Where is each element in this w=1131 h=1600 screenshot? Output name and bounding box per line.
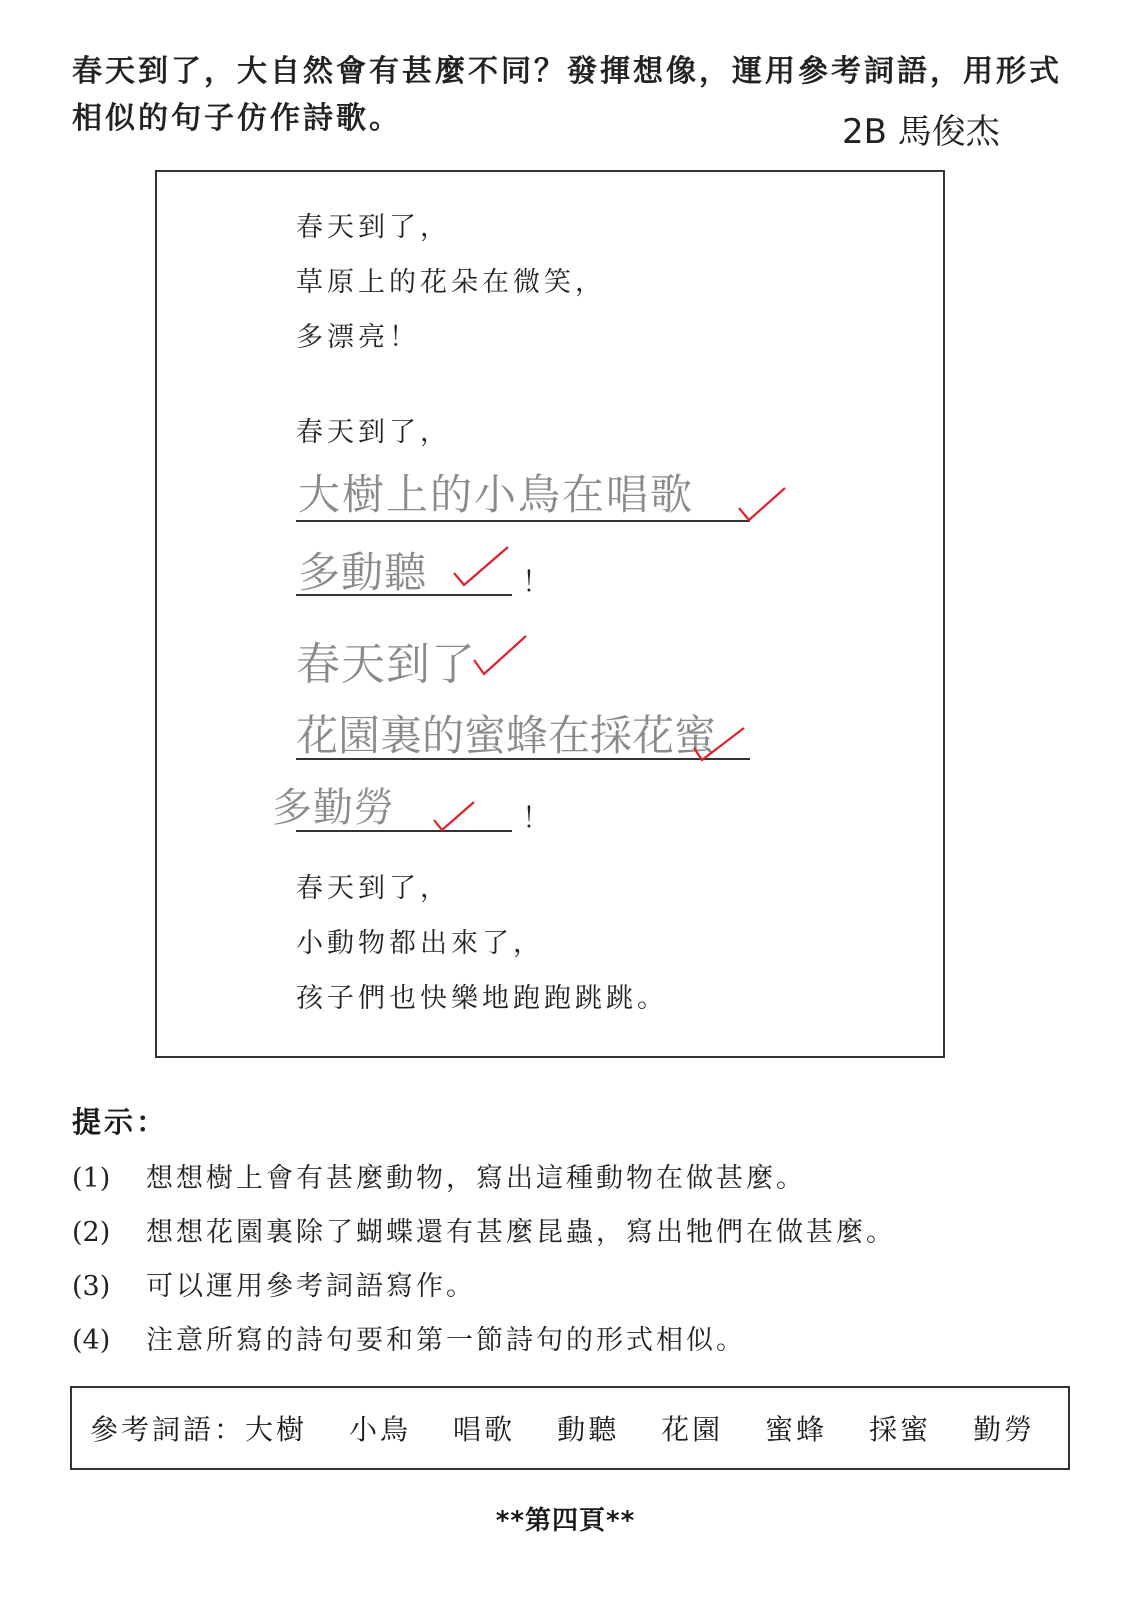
poem-line: 孩子們也快樂地跑跑跳跳。	[296, 983, 668, 1014]
reference-word: 大樹	[245, 1413, 308, 1446]
red-check-icon	[452, 543, 512, 593]
poem-line: 春天到了，	[296, 212, 451, 243]
reference-label: 參考詞語：	[90, 1413, 246, 1446]
poem-line: 春天到了，	[296, 873, 451, 904]
hint-number: (3)	[72, 1271, 111, 1302]
reference-word: 蜜蜂	[765, 1413, 828, 1446]
reference-word: 採蜜	[869, 1413, 932, 1446]
hint-number: (2)	[72, 1217, 111, 1248]
handwritten-line: 多動聽	[298, 548, 428, 597]
poem-line: 草原上的花朵在微笑，	[296, 267, 606, 298]
red-check-icon	[470, 632, 532, 682]
hint-item	[72, 1318, 746, 1357]
reference-word: 勤勞	[973, 1413, 1036, 1446]
answer-line	[296, 758, 750, 760]
hint-item	[72, 1156, 806, 1195]
handwritten-line: 春天到了	[296, 639, 476, 690]
hint-item	[72, 1264, 476, 1303]
reference-word: 唱歌	[453, 1413, 516, 1446]
poem-line: 小動物都出來了，	[296, 928, 544, 959]
handwritten-line: 花園裏的蜜蜂在採花蜜	[296, 711, 717, 760]
reference-words-box	[70, 1386, 1070, 1470]
reference-word: 動聽	[557, 1413, 620, 1446]
poem-box	[155, 170, 945, 1058]
student-name: 2B 馬俊杰	[842, 112, 1000, 152]
page-footer: **第四頁**	[495, 1506, 636, 1536]
poem-line: 春天到了，	[296, 417, 451, 448]
handwritten-line: 多勤勞	[272, 785, 395, 831]
red-check-icon	[690, 722, 750, 766]
handwritten-line: 大樹上的小鳥在唱歌	[298, 470, 695, 519]
hint-text: 想想花園裏除了蝴蝶還有甚麼昆蟲，寫出牠們在做甚麼。	[146, 1217, 896, 1248]
red-check-icon	[735, 482, 789, 526]
reference-word: 小鳥	[349, 1413, 412, 1446]
hint-text: 想想樹上會有甚麼動物，寫出這種動物在做甚麼。	[146, 1163, 806, 1194]
answer-line	[296, 830, 512, 832]
answer-line	[296, 594, 512, 596]
instruction-text: 春天到了，大自然會有甚麼不同？發揮想像，運用參考詞語，用形式相似的句子仿作詩歌。	[72, 54, 1062, 136]
hint-text: 可以運用參考詞語寫作。	[146, 1271, 476, 1302]
poem-line: 多漂亮！	[296, 322, 420, 353]
hint-title: 提示：	[72, 1105, 169, 1139]
hint-item	[72, 1210, 896, 1249]
answer-line	[296, 520, 750, 522]
exclamation-mark: ！	[522, 565, 551, 598]
hint-number: (1)	[72, 1163, 111, 1194]
hint-text: 注意所寫的詩句要和第一節詩句的形式相似。	[146, 1325, 746, 1356]
reference-word: 花園	[661, 1413, 724, 1446]
hint-number: (4)	[72, 1325, 111, 1356]
red-check-icon	[432, 796, 478, 836]
exclamation-mark: ！	[522, 801, 551, 834]
